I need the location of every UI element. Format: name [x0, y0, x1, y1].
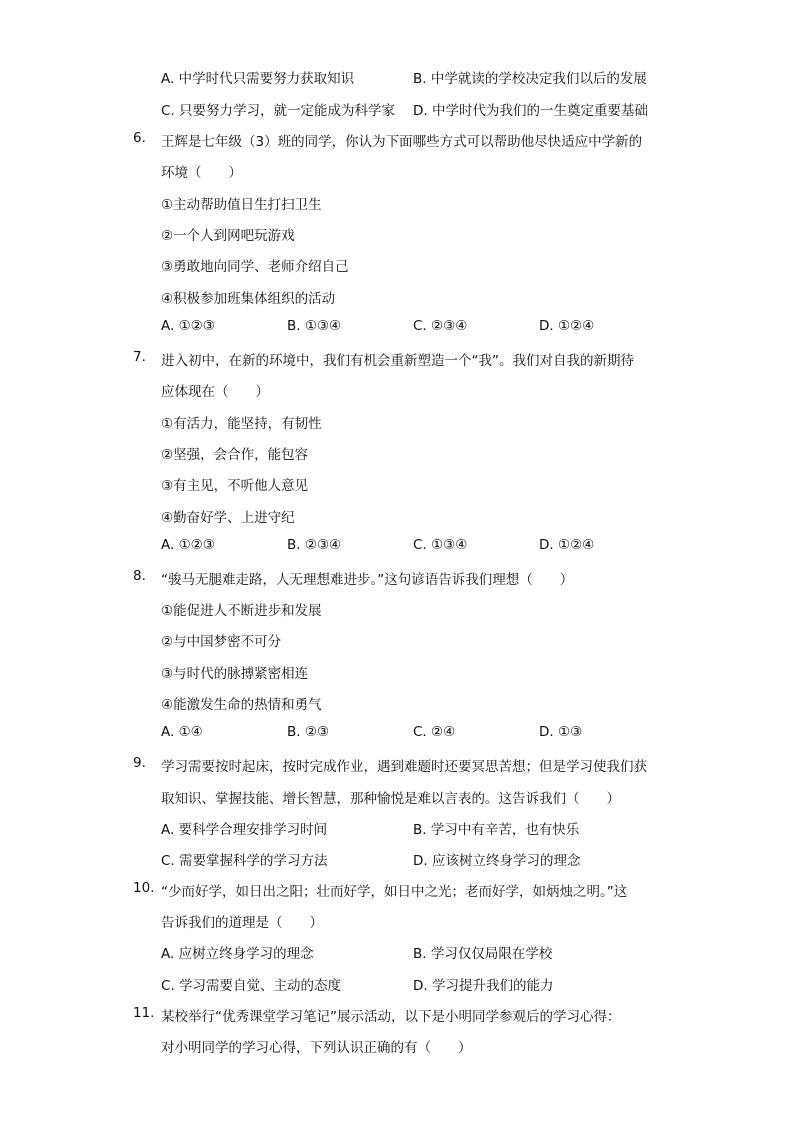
q7-item-4: ④勤奋好学、上进守纪 — [161, 510, 295, 526]
q7-stem-line1: 进入初中，在新的环境中，我们有机会重新塑造一个“我”。我们对自我的新期待 — [161, 353, 634, 369]
q7-option-b: B. ②③④ — [287, 537, 342, 553]
q8-number: 8. — [133, 568, 146, 584]
q8-item-3: ③与时代的脉搏紧密相连 — [161, 666, 309, 682]
q11-number: 11. — [133, 1005, 155, 1021]
q7-item-3: ③有主见，不听他人意见 — [161, 478, 309, 494]
q7-option-d: D. ①②④ — [539, 537, 595, 553]
q10-stem-line1: “少而好学，如日出之阳；壮而好学，如日中之光；老而好学，如炳烛之明。”这 — [161, 884, 628, 900]
q7-item-1: ①有活力，能坚持，有韧性 — [161, 416, 322, 432]
q9-number: 9. — [133, 755, 146, 771]
q10-option-c: C. 学习需要自觉、主动的态度 — [161, 978, 342, 994]
q11-stem-line2: 对小明同学的学习心得，下列认识正确的有（ ） — [161, 1040, 472, 1056]
q6-number: 6. — [133, 130, 146, 146]
q6-stem-line2: 环境（ ） — [161, 165, 242, 181]
q5-option-d: D. 中学时代为我们的一生奠定重要基础 — [413, 103, 648, 119]
q7-stem-line2: 应体现在（ ） — [161, 384, 269, 400]
q10-option-d: D. 学习提升我们的能力 — [413, 978, 554, 994]
q10-option-a: A. 应树立终身学习的理念 — [161, 946, 314, 962]
q8-stem-line1: “骏马无腿难走路，人无理想难进步。”这句谚语告诉我们理想（ ） — [161, 572, 574, 588]
q7-option-a: A. ①②③ — [161, 537, 215, 553]
q8-item-1: ①能促进人不断进步和发展 — [161, 603, 322, 619]
q6-stem-line1: 王辉是七年级（3）班的同学，你认为下面哪些方式可以帮助他尽快适应中学新的 — [161, 134, 643, 150]
q11-stem-line1: 某校举行“优秀课堂学习笔记”展示活动，以下是小明同学参观后的学习心得： — [161, 1009, 621, 1025]
q8-option-a: A. ①④ — [161, 724, 203, 740]
q5-option-a: A. 中学时代只需要努力获取知识 — [161, 71, 355, 87]
q7-option-c: C. ①③④ — [413, 537, 468, 553]
q6-option-d: D. ①②④ — [539, 318, 595, 334]
q10-option-b: B. 学习仅仅局限在学校 — [413, 946, 553, 962]
q6-option-a: A. ①②③ — [161, 318, 215, 334]
q10-stem-line2: 告诉我们的道理是（ ） — [161, 915, 323, 931]
q8-option-c: C. ②④ — [413, 724, 456, 740]
q5-option-b: B. 中学就读的学校决定我们以后的发展 — [413, 71, 647, 87]
q8-item-4: ④能激发生命的热情和勇气 — [161, 697, 322, 713]
q5-option-c: C. 只要努力学习，就一定能成为科学家 — [161, 103, 396, 119]
q6-item-2: ②一个人到网吧玩游戏 — [161, 228, 295, 244]
q8-option-b: B. ②③ — [287, 724, 330, 740]
q9-option-c: C. 需要掌握科学的学习方法 — [161, 853, 328, 869]
q10-number: 10. — [133, 880, 155, 896]
q9-option-a: A. 要科学合理安排学习时间 — [161, 822, 328, 838]
q6-item-1: ①主动帮助值日生打扫卫生 — [161, 197, 322, 213]
q9-stem-line1: 学习需要按时起床，按时完成作业，遇到难题时还要冥思苦想；但是学习使我们获 — [161, 759, 647, 775]
q6-item-4: ④积极参加班集体组织的活动 — [161, 291, 336, 307]
q9-stem-line2: 取知识、掌握技能、增长智慧，那种愉悦是难以言表的。这告诉我们（ ） — [161, 791, 620, 807]
q6-option-c: C. ②③④ — [413, 318, 468, 334]
q9-option-d: D. 应该树立终身学习的理念 — [413, 853, 581, 869]
q8-item-2: ②与中国梦密不可分 — [161, 634, 282, 650]
q6-item-3: ③勇敢地向同学、老师介绍自己 — [161, 259, 349, 275]
q7-item-2: ②坚强，会合作，能包容 — [161, 447, 309, 463]
q8-option-d: D. ①③ — [539, 724, 583, 740]
q9-option-b: B. 学习中有辛苦，也有快乐 — [413, 822, 580, 838]
q7-number: 7. — [133, 349, 146, 365]
q6-option-b: B. ①③④ — [287, 318, 342, 334]
